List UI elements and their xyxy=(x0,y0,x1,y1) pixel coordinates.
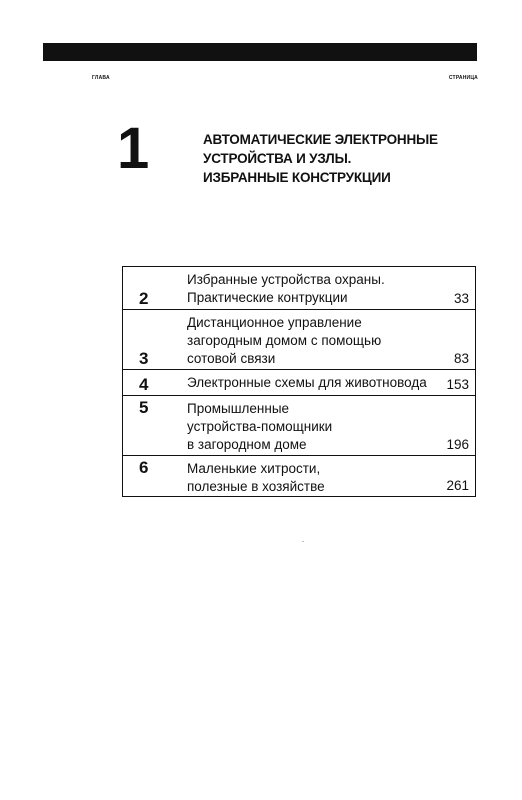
header-bar xyxy=(43,43,477,61)
toc-chapter-title xyxy=(187,400,332,454)
toc-title-line: Практические контрукции xyxy=(187,290,348,305)
toc-chapter-title xyxy=(187,271,385,307)
toc-title-line: в загородном доме xyxy=(187,437,307,452)
toc-row xyxy=(123,395,475,455)
toc-page-number: 83 xyxy=(453,351,469,366)
toc-row xyxy=(123,455,475,496)
toc-chapter-number: 3 xyxy=(139,349,149,368)
toc-title-line: устройства-помощники xyxy=(187,419,333,434)
chapter-number: 1 xyxy=(117,116,150,181)
toc-row xyxy=(123,267,475,309)
toc-page-number: 33 xyxy=(453,291,469,306)
toc-chapter-title xyxy=(187,374,427,392)
toc-row xyxy=(123,309,475,369)
chapter-title xyxy=(203,130,483,187)
toc-title-line: загородным домом с помощью xyxy=(187,333,382,348)
toc-chapter-number: 4 xyxy=(139,375,149,394)
chapter-title-line: ИЗБРАННЫЕ КОНСТРУКЦИИ xyxy=(203,170,391,185)
chapter-title-line: УСТРОЙСТВА И УЗЛЫ. xyxy=(203,151,352,166)
chapter-title-line: АВТОМАТИЧЕСКИЕ ЭЛЕКТРОННЫЕ xyxy=(203,132,438,147)
toc-page-number: 261 xyxy=(446,478,469,493)
scan-speck xyxy=(302,541,304,542)
toc-page-number: 153 xyxy=(446,377,469,392)
page-column-label: СТРАНИЦА xyxy=(448,75,478,81)
toc-chapter-title xyxy=(187,460,325,496)
chapter-column-label: ГЛАВА xyxy=(92,75,110,81)
toc-row xyxy=(123,369,475,395)
toc-chapter-number: 5 xyxy=(139,398,149,417)
table-of-contents xyxy=(122,266,476,497)
toc-page-number: 196 xyxy=(446,437,469,452)
toc-title-line: Промышленные xyxy=(187,401,290,416)
toc-title-line: полезные в хозяйстве xyxy=(187,479,325,494)
toc-chapter-title xyxy=(187,314,381,368)
toc-chapter-number: 2 xyxy=(139,289,149,308)
toc-chapter-number: 6 xyxy=(139,458,149,477)
toc-title-line: сотовой связи xyxy=(187,351,276,366)
toc-title-line: Маленькие хитрости, xyxy=(187,461,321,476)
toc-title-line: Избранные устройства охраны. xyxy=(187,272,385,287)
toc-title-line: Электронные схемы для животновода xyxy=(187,375,427,390)
toc-title-line: Дистанционное управление xyxy=(187,315,362,330)
